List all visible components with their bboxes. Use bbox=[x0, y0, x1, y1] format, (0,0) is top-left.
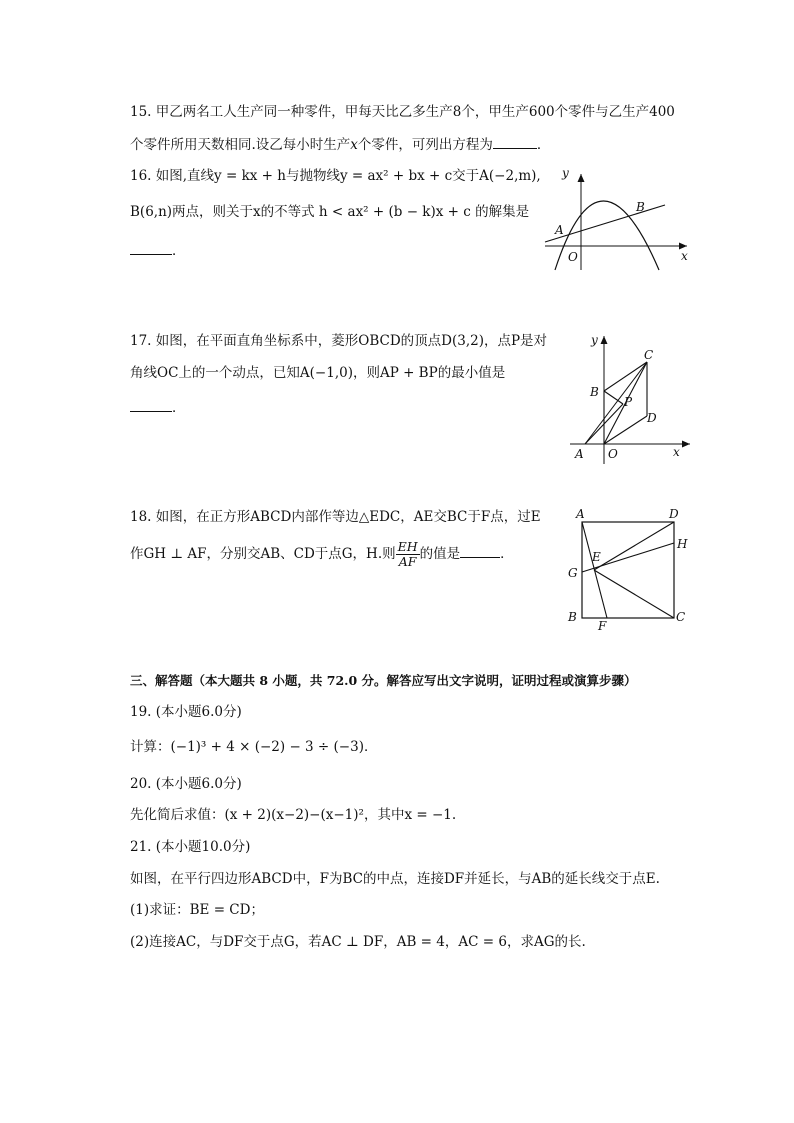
q16-label-y: y bbox=[562, 166, 569, 180]
q17-label-A: A bbox=[575, 447, 584, 461]
q15-line2-pre: 个零件所用天数相同.设乙每小时生产 bbox=[130, 137, 351, 153]
q17-label-x: x bbox=[673, 445, 680, 459]
q17-answer-blank bbox=[130, 397, 172, 412]
q17-label-y: y bbox=[591, 333, 598, 347]
q18-label-E: E bbox=[592, 550, 601, 564]
q16-label-A: A bbox=[555, 223, 564, 237]
q18-label-D: D bbox=[669, 507, 679, 521]
q15-line1: 15. 甲乙两名工人生产同一种零件，甲每天比乙多生产8个，甲生产600个零件与乙生产400 bbox=[130, 104, 675, 120]
q16-figure bbox=[535, 160, 700, 272]
q17-figure bbox=[565, 330, 700, 465]
q18-label-F: F bbox=[598, 619, 607, 633]
q18-line2-post: 的值是 bbox=[419, 546, 461, 562]
q18-frac-numerator: EH bbox=[397, 539, 418, 554]
q17-label-D: D bbox=[647, 411, 657, 425]
q18-line2 bbox=[130, 540, 514, 569]
q19-body: 计算：(−1)³ + 4 × (−2) − 3 ÷ (−3)． bbox=[130, 739, 378, 755]
q17-line1: 17. 如图，在平面直角坐标系中，菱形OBCD的顶点D(3,2)，点P是对 bbox=[130, 333, 548, 349]
q15-answer-blank bbox=[493, 134, 537, 149]
q21-body: 如图，在平行四边形ABCD中，F为BC的中点，连接DF并延长，与AB的延长线交于点E. bbox=[130, 871, 660, 887]
q18-label-A: A bbox=[576, 507, 585, 521]
q16-label-B: B bbox=[636, 200, 645, 214]
q17-label-O: O bbox=[608, 447, 618, 461]
q15-line2 bbox=[130, 134, 550, 154]
q16-line2: B(6,n)两点，则关于x的不等式 h < ax² + (b − k)x + c 的解集是 bbox=[130, 204, 530, 220]
q18-frac-denominator: AF bbox=[398, 554, 417, 569]
q18-label-B: B bbox=[568, 610, 577, 624]
q16-label-O: O bbox=[568, 250, 578, 264]
q16-line3-end: ． bbox=[172, 243, 186, 259]
section3-title: 三、解答题（本大题共 8 小题，共 72.0 分。解答应写出文字说明，证明过程或演算步骤） bbox=[130, 673, 637, 688]
q17-line3-end: ． bbox=[172, 400, 186, 416]
q16-line3 bbox=[130, 240, 186, 260]
q17-label-P: P bbox=[624, 395, 633, 409]
q16-line1: 16. 如图,直线y = kx + h与抛物线y = ax² + bx + c交于A(−2,m), bbox=[130, 168, 541, 184]
q15-line2-end: ． bbox=[536, 137, 551, 153]
q20-header: 20. (本小题6.0分) bbox=[130, 776, 242, 792]
q18-fraction bbox=[396, 540, 420, 569]
q17-label-B: B bbox=[590, 385, 599, 399]
q18-line1: 18. 如图，在正方形ABCD内部作等边△EDC，AE交BC于F点，过E bbox=[130, 509, 541, 525]
q17-line2: 角线OC上的一个动点，已知A(−1,0)，则AP + BP的最小值是 bbox=[130, 365, 506, 381]
q18-line2-end: ． bbox=[500, 546, 514, 562]
q18-answer-blank bbox=[460, 543, 500, 558]
q18-label-H: H bbox=[677, 537, 688, 551]
q18-label-G: G bbox=[568, 566, 578, 580]
q15-line2-post: 个零件，可列出方程为 bbox=[357, 137, 493, 153]
q20-body: 先化简后求值：(x + 2)(x−2)−(x−1)²，其中x = −1. bbox=[130, 807, 457, 823]
q18-line2-pre: 作GH ⊥ AF，分别交AB、CD于点G，H.则 bbox=[130, 546, 396, 562]
q21-part1: (1)求证：BE = CD； bbox=[130, 902, 264, 918]
q18-label-C: C bbox=[676, 610, 686, 624]
q17-line3 bbox=[130, 397, 186, 417]
q16-label-x: x bbox=[681, 249, 688, 263]
q15-variable: x bbox=[350, 137, 358, 153]
q21-part2: (2)连接AC，与DF交于点G，若AC ⊥ DF，AB = 4，AC = 6，求AG的长. bbox=[130, 934, 586, 950]
q21-header: 21. (本小题10.0分) bbox=[130, 839, 251, 855]
q17-label-C: C bbox=[644, 348, 654, 362]
q18-figure bbox=[562, 505, 697, 635]
q16-answer-blank bbox=[130, 240, 172, 255]
q19-header: 19. (本小题6.0分) bbox=[130, 704, 242, 720]
